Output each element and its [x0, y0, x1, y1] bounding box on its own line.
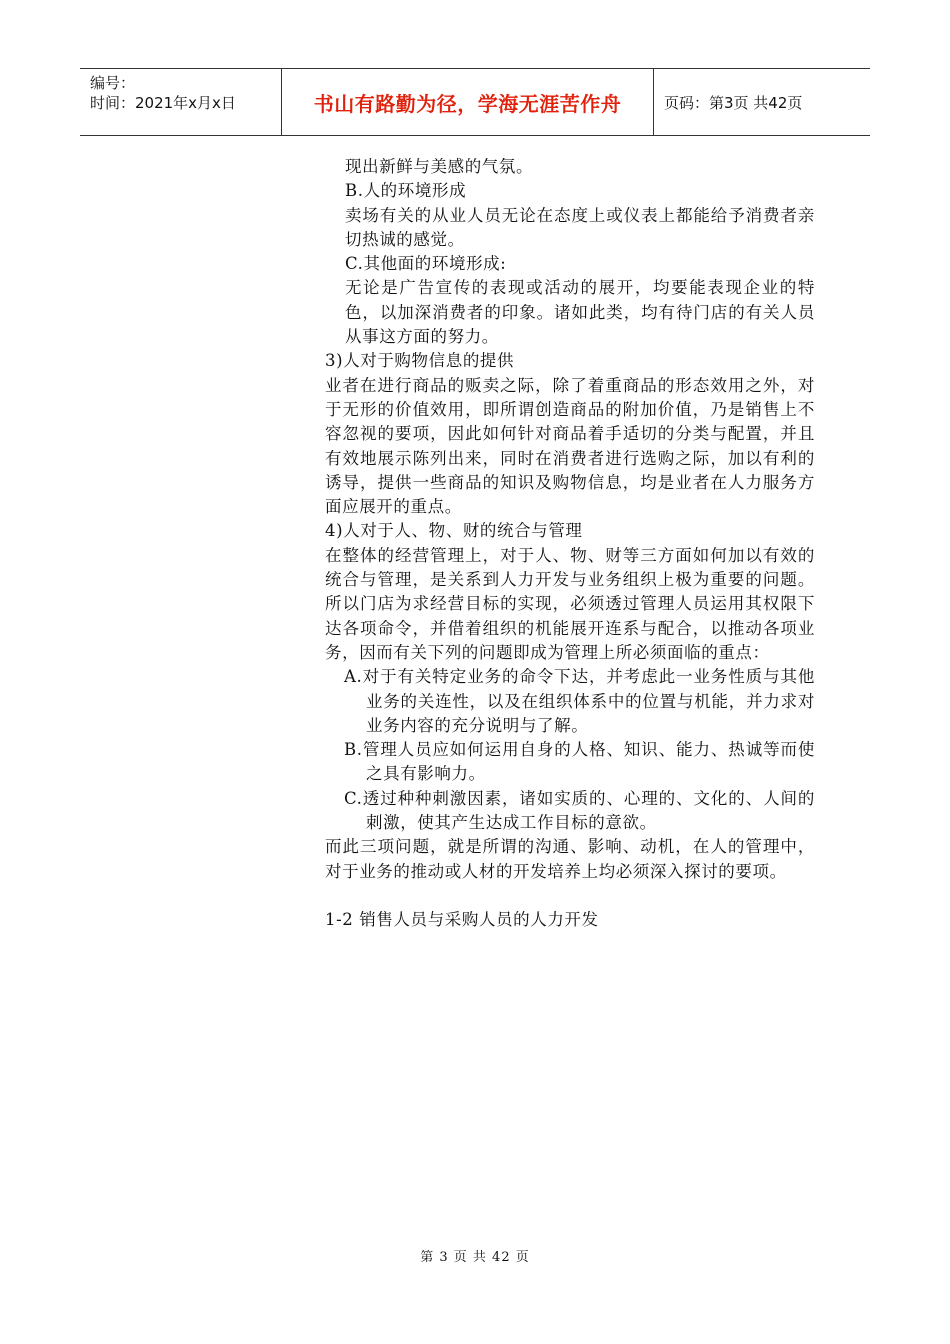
header-page-info [654, 69, 870, 135]
header-meta [80, 69, 282, 135]
spacer [325, 884, 815, 908]
list-item-a: A.对于有关特定业务的命令下达，并考虑此一业务性质与其他业务的关连性，以及在组织体系中的位置与机能，并力求对业务内容的充分说明与了解。 [344, 667, 815, 735]
time-label: 时间：2021年x月x日 [90, 94, 236, 112]
subheading: B.人的环境形成 [345, 181, 467, 201]
subheading: C.其他面的环境形成: [345, 254, 507, 274]
motto-text: 书山有路勤为径，学海无涯苦作舟 [313, 91, 622, 116]
document-header [80, 68, 870, 136]
paragraph: 无论是广告宣传的表现或活动的展开，均要能表现企业的特色，以加深消费者的印象。诸如此类，均有待门店的有关人员从事这方面的努力。 [345, 278, 815, 347]
paragraph: 卖场有关的从业人员无论在态度上或仪表上都能给予消费者亲切热诚的感觉。 [345, 205, 815, 249]
page-footer: 第 3 页 共 42 页 [420, 1250, 530, 1265]
section-title: 1-2 销售人员与采购人员的人力开发 [325, 910, 599, 930]
paragraph: 而此三项问题，就是所谓的沟通、影响、动机，在人的管理中，对于业务的推动或人材的开发培养上均必须深入探讨的要项。 [325, 837, 815, 881]
section-heading-3: 3)人对于购物信息的提供 [325, 351, 515, 371]
section-heading-4: 4)人对于人、物、财的统合与管理 [325, 521, 583, 541]
header-motto-cell [282, 69, 654, 135]
paragraph: 业者在进行商品的贩卖之际，除了着重商品的形态效用之外，对于无形的价值效用，即所谓创造商品的附加价值，乃是销售上不容忽视的要项，因此如何针对商品着手适切的分类与配置，并且有效地展示陈列出来，同时在消费者进行选购之际，加以有利的诱导，提供一些商品的知识及购物信息，均是业者在人力服务方面应展开的重点。 [325, 375, 815, 517]
page-info-text: 页码：第3页 共42页 [664, 93, 803, 112]
paragraph: 现出新鲜与美感的气氛。 [345, 157, 534, 176]
list-item-c: C.透过种种刺激因素，诸如实质的、心理的、文化的、人间的刺激，使其产生达成工作目标的意欲。 [344, 788, 815, 833]
paragraph: 在整体的经营管理上，对于人、物、财等三方面如何加以有效的统合与管理，是关系到人力开发与业务组织上极为重要的问题。所以门店为求经营目标的实现，必须透过管理人员运用其权限下达各项命令，并借着组织的机能展开连系与配合，以推动各项业务，因而有关下列的问题即成为管理上所必须面临的重点： [325, 545, 815, 662]
list-item-b: B.管理人员应如何运用自身的人格、知识、能力、热诚等而使之具有影响力。 [344, 740, 815, 784]
number-label: 编号： [90, 74, 136, 92]
document-body [325, 155, 815, 933]
